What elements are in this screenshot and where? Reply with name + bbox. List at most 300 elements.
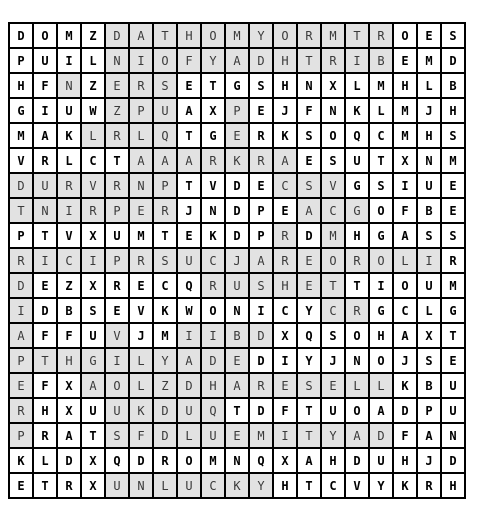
grid-letter-cell[interactable]: N [130,174,154,199]
grid-letter-cell[interactable]: O [370,199,394,224]
grid-letter-cell[interactable]: S [154,74,178,99]
grid-letter-cell[interactable]: A [58,424,82,449]
grid-letter-cell[interactable]: G [202,124,226,149]
grid-letter-cell[interactable]: I [394,174,418,199]
grid-letter-cell[interactable]: L [394,249,418,274]
grid-letter-cell[interactable]: Y [202,49,226,74]
grid-letter-cell[interactable]: U [322,399,346,424]
grid-letter-cell[interactable]: U [154,99,178,124]
grid-letter-cell[interactable]: I [34,249,58,274]
grid-letter-cell[interactable]: R [106,274,130,299]
grid-letter-cell[interactable]: C [394,299,418,324]
grid-letter-cell[interactable]: M [370,74,394,99]
grid-letter-cell[interactable]: Z [58,274,82,299]
grid-letter-cell[interactable]: R [130,249,154,274]
grid-letter-cell[interactable]: U [82,324,106,349]
grid-letter-cell[interactable]: Y [298,349,322,374]
grid-letter-cell[interactable]: S [442,124,466,149]
grid-letter-cell[interactable]: Y [298,299,322,324]
grid-letter-cell[interactable]: O [322,124,346,149]
grid-letter-cell[interactable]: N [322,99,346,124]
grid-letter-cell[interactable]: I [418,249,442,274]
grid-letter-cell[interactable]: Y [370,474,394,499]
grid-letter-cell[interactable]: K [394,474,418,499]
grid-letter-cell[interactable]: D [370,424,394,449]
grid-letter-cell[interactable]: I [106,349,130,374]
grid-letter-cell[interactable]: H [394,74,418,99]
grid-letter-cell[interactable]: P [250,199,274,224]
grid-letter-cell[interactable]: E [10,474,34,499]
grid-letter-cell[interactable]: Z [82,74,106,99]
grid-letter-cell[interactable]: C [202,474,226,499]
grid-letter-cell[interactable]: S [154,249,178,274]
grid-letter-cell[interactable]: L [130,124,154,149]
grid-letter-cell[interactable]: E [226,349,250,374]
grid-letter-cell[interactable]: L [34,449,58,474]
grid-letter-cell[interactable]: I [370,274,394,299]
grid-letter-cell[interactable]: O [202,24,226,49]
grid-letter-cell[interactable]: D [154,424,178,449]
grid-letter-cell[interactable]: O [370,249,394,274]
grid-letter-cell[interactable]: R [442,249,466,274]
grid-letter-cell[interactable]: Q [250,449,274,474]
grid-letter-cell[interactable]: M [442,149,466,174]
grid-letter-cell[interactable]: Q [202,399,226,424]
grid-letter-cell[interactable]: X [418,324,442,349]
grid-letter-cell[interactable]: P [154,174,178,199]
grid-letter-cell[interactable]: P [130,99,154,124]
grid-letter-cell[interactable]: T [34,349,58,374]
grid-letter-cell[interactable]: M [442,274,466,299]
grid-letter-cell[interactable]: E [130,274,154,299]
grid-letter-cell[interactable]: F [34,324,58,349]
grid-letter-cell[interactable]: T [154,24,178,49]
grid-letter-cell[interactable]: R [346,249,370,274]
grid-letter-cell[interactable]: Y [250,474,274,499]
grid-letter-cell[interactable]: S [298,374,322,399]
grid-letter-cell[interactable]: O [178,449,202,474]
grid-letter-cell[interactable]: N [58,74,82,99]
grid-letter-cell[interactable]: U [418,274,442,299]
grid-letter-cell[interactable]: R [10,399,34,424]
grid-letter-cell[interactable]: Y [322,424,346,449]
grid-letter-cell[interactable]: E [274,374,298,399]
grid-letter-cell[interactable]: X [82,474,106,499]
grid-letter-cell[interactable]: L [418,74,442,99]
grid-letter-cell[interactable]: V [82,174,106,199]
grid-letter-cell[interactable]: E [178,74,202,99]
grid-letter-cell[interactable]: S [322,324,346,349]
grid-letter-cell[interactable]: H [370,324,394,349]
grid-letter-cell[interactable]: N [346,349,370,374]
grid-letter-cell[interactable]: M [394,99,418,124]
grid-letter-cell[interactable]: S [322,149,346,174]
grid-letter-cell[interactable]: E [10,374,34,399]
grid-letter-cell[interactable]: L [346,74,370,99]
grid-letter-cell[interactable]: H [442,99,466,124]
grid-letter-cell[interactable]: S [370,174,394,199]
grid-letter-cell[interactable]: S [106,424,130,449]
grid-letter-cell[interactable]: W [178,299,202,324]
grid-letter-cell[interactable]: A [346,424,370,449]
grid-letter-cell[interactable]: K [202,224,226,249]
grid-letter-cell[interactable]: M [58,24,82,49]
grid-letter-cell[interactable]: V [346,474,370,499]
grid-letter-cell[interactable]: N [34,199,58,224]
grid-letter-cell[interactable]: A [418,424,442,449]
grid-letter-cell[interactable]: K [58,124,82,149]
grid-letter-cell[interactable]: O [34,24,58,49]
grid-letter-cell[interactable]: I [202,324,226,349]
grid-letter-cell[interactable]: J [394,349,418,374]
grid-letter-cell[interactable]: D [130,449,154,474]
grid-letter-cell[interactable]: L [370,374,394,399]
grid-letter-cell[interactable]: H [34,399,58,424]
grid-letter-cell[interactable]: P [226,99,250,124]
grid-letter-cell[interactable]: K [274,124,298,149]
grid-letter-cell[interactable]: U [226,274,250,299]
grid-letter-cell[interactable]: T [34,224,58,249]
grid-letter-cell[interactable]: L [82,49,106,74]
grid-letter-cell[interactable]: I [58,49,82,74]
grid-letter-cell[interactable]: L [130,349,154,374]
grid-letter-cell[interactable]: O [274,24,298,49]
grid-letter-cell[interactable]: B [418,199,442,224]
grid-letter-cell[interactable]: M [250,424,274,449]
grid-letter-cell[interactable]: M [394,124,418,149]
grid-letter-cell[interactable]: D [298,224,322,249]
grid-letter-cell[interactable]: B [370,49,394,74]
grid-letter-cell[interactable]: L [82,124,106,149]
grid-letter-cell[interactable]: M [322,24,346,49]
grid-letter-cell[interactable]: O [370,349,394,374]
grid-letter-cell[interactable]: J [178,199,202,224]
grid-letter-cell[interactable]: R [346,299,370,324]
grid-letter-cell[interactable]: Q [346,124,370,149]
grid-letter-cell[interactable]: H [178,24,202,49]
grid-letter-cell[interactable]: H [322,449,346,474]
grid-letter-cell[interactable]: U [106,474,130,499]
grid-letter-cell[interactable]: O [394,274,418,299]
grid-letter-cell[interactable]: T [370,149,394,174]
grid-letter-cell[interactable]: P [106,199,130,224]
grid-letter-cell[interactable]: H [418,124,442,149]
grid-letter-cell[interactable]: D [250,399,274,424]
grid-letter-cell[interactable]: V [106,324,130,349]
grid-letter-cell[interactable]: J [418,449,442,474]
grid-letter-cell[interactable]: C [202,249,226,274]
grid-letter-cell[interactable]: C [154,274,178,299]
grid-letter-cell[interactable]: N [106,49,130,74]
grid-letter-cell[interactable]: X [322,74,346,99]
grid-letter-cell[interactable]: P [250,224,274,249]
grid-letter-cell[interactable]: R [106,124,130,149]
grid-letter-cell[interactable]: G [346,174,370,199]
grid-letter-cell[interactable]: A [34,124,58,149]
grid-letter-cell[interactable]: R [34,424,58,449]
grid-letter-cell[interactable]: T [154,224,178,249]
grid-letter-cell[interactable]: H [346,224,370,249]
grid-letter-cell[interactable]: D [34,299,58,324]
grid-letter-cell[interactable]: F [34,74,58,99]
grid-letter-cell[interactable]: L [130,374,154,399]
grid-letter-cell[interactable]: D [154,399,178,424]
grid-letter-cell[interactable]: P [10,224,34,249]
grid-letter-cell[interactable]: A [394,324,418,349]
grid-letter-cell[interactable]: K [226,474,250,499]
grid-letter-cell[interactable]: D [442,49,466,74]
grid-letter-cell[interactable]: A [130,149,154,174]
grid-letter-cell[interactable]: E [394,49,418,74]
grid-letter-cell[interactable]: R [106,174,130,199]
grid-letter-cell[interactable]: A [226,49,250,74]
grid-letter-cell[interactable]: H [274,49,298,74]
grid-letter-cell[interactable]: U [58,99,82,124]
grid-letter-cell[interactable]: N [298,74,322,99]
grid-letter-cell[interactable]: F [394,424,418,449]
grid-letter-cell[interactable]: H [442,474,466,499]
grid-letter-cell[interactable]: J [274,99,298,124]
grid-letter-cell[interactable]: F [394,199,418,224]
grid-letter-cell[interactable]: R [154,199,178,224]
grid-letter-cell[interactable]: K [346,99,370,124]
grid-letter-cell[interactable]: I [58,199,82,224]
grid-letter-cell[interactable]: P [418,399,442,424]
grid-letter-cell[interactable]: C [370,124,394,149]
grid-letter-cell[interactable]: F [34,374,58,399]
grid-letter-cell[interactable]: M [418,49,442,74]
grid-letter-cell[interactable]: E [322,374,346,399]
grid-letter-cell[interactable]: D [226,224,250,249]
grid-letter-cell[interactable]: A [370,399,394,424]
grid-letter-cell[interactable]: X [58,399,82,424]
grid-letter-cell[interactable]: O [202,299,226,324]
grid-letter-cell[interactable]: R [250,124,274,149]
grid-letter-cell[interactable]: J [226,249,250,274]
grid-letter-cell[interactable]: S [442,224,466,249]
grid-letter-cell[interactable]: E [418,24,442,49]
grid-letter-cell[interactable]: M [10,124,34,149]
grid-letter-cell[interactable]: T [178,124,202,149]
grid-letter-cell[interactable]: I [178,324,202,349]
grid-letter-cell[interactable]: C [274,299,298,324]
grid-letter-cell[interactable]: V [130,299,154,324]
grid-letter-cell[interactable]: I [346,49,370,74]
grid-letter-cell[interactable]: U [442,374,466,399]
grid-letter-cell[interactable]: H [274,74,298,99]
grid-letter-cell[interactable]: V [10,149,34,174]
grid-letter-cell[interactable]: R [250,374,274,399]
grid-letter-cell[interactable]: A [394,224,418,249]
grid-letter-cell[interactable]: H [394,449,418,474]
grid-letter-cell[interactable]: C [274,174,298,199]
grid-letter-cell[interactable]: H [10,74,34,99]
grid-letter-cell[interactable]: L [154,474,178,499]
grid-letter-cell[interactable]: D [250,49,274,74]
grid-letter-cell[interactable]: S [250,274,274,299]
grid-letter-cell[interactable]: E [442,174,466,199]
grid-letter-cell[interactable]: E [250,99,274,124]
grid-letter-cell[interactable]: D [394,399,418,424]
grid-letter-cell[interactable]: R [250,149,274,174]
grid-letter-cell[interactable]: P [10,349,34,374]
grid-letter-cell[interactable]: R [82,199,106,224]
grid-letter-cell[interactable]: O [346,399,370,424]
grid-letter-cell[interactable]: R [274,249,298,274]
grid-letter-cell[interactable]: U [178,474,202,499]
grid-letter-cell[interactable]: E [130,199,154,224]
grid-letter-cell[interactable]: E [298,149,322,174]
grid-letter-cell[interactable]: R [154,449,178,474]
grid-letter-cell[interactable]: I [34,99,58,124]
grid-letter-cell[interactable]: C [82,149,106,174]
grid-letter-cell[interactable]: U [82,399,106,424]
grid-letter-cell[interactable]: D [226,174,250,199]
grid-letter-cell[interactable]: U [178,399,202,424]
grid-letter-cell[interactable]: A [250,249,274,274]
grid-letter-cell[interactable]: V [322,174,346,199]
grid-letter-cell[interactable]: X [202,99,226,124]
grid-letter-cell[interactable]: I [130,49,154,74]
grid-letter-cell[interactable]: S [82,299,106,324]
grid-letter-cell[interactable]: H [274,274,298,299]
grid-letter-cell[interactable]: T [34,474,58,499]
grid-letter-cell[interactable]: I [82,249,106,274]
grid-letter-cell[interactable]: K [130,399,154,424]
grid-letter-cell[interactable]: S [298,124,322,149]
grid-letter-cell[interactable]: P [10,424,34,449]
grid-letter-cell[interactable]: T [106,149,130,174]
grid-letter-cell[interactable]: S [418,349,442,374]
grid-letter-cell[interactable]: Q [298,324,322,349]
grid-letter-cell[interactable]: X [274,449,298,474]
grid-letter-cell[interactable]: E [298,274,322,299]
grid-letter-cell[interactable]: E [34,274,58,299]
grid-letter-cell[interactable]: L [418,299,442,324]
grid-letter-cell[interactable]: A [82,374,106,399]
grid-letter-cell[interactable]: E [442,349,466,374]
grid-letter-cell[interactable]: D [346,449,370,474]
grid-letter-cell[interactable]: D [106,24,130,49]
grid-letter-cell[interactable]: H [202,374,226,399]
grid-letter-cell[interactable]: U [34,174,58,199]
grid-letter-cell[interactable]: E [442,199,466,224]
grid-letter-cell[interactable]: T [298,399,322,424]
grid-letter-cell[interactable]: J [418,99,442,124]
grid-letter-cell[interactable]: M [322,224,346,249]
grid-letter-cell[interactable]: I [274,349,298,374]
grid-letter-cell[interactable]: T [178,174,202,199]
grid-letter-cell[interactable]: U [370,449,394,474]
grid-letter-cell[interactable]: C [322,299,346,324]
grid-letter-cell[interactable]: A [178,349,202,374]
grid-letter-cell[interactable]: T [10,199,34,224]
grid-letter-cell[interactable]: Q [106,449,130,474]
grid-letter-cell[interactable]: X [394,149,418,174]
grid-letter-cell[interactable]: R [34,149,58,174]
grid-letter-cell[interactable]: A [298,449,322,474]
grid-letter-cell[interactable]: T [202,74,226,99]
grid-letter-cell[interactable]: U [106,224,130,249]
grid-letter-cell[interactable]: N [130,474,154,499]
grid-letter-cell[interactable]: C [58,249,82,274]
grid-letter-cell[interactable]: U [418,174,442,199]
grid-letter-cell[interactable]: R [418,474,442,499]
grid-letter-cell[interactable]: E [226,124,250,149]
grid-letter-cell[interactable]: D [250,324,274,349]
grid-letter-cell[interactable]: U [202,424,226,449]
grid-letter-cell[interactable]: F [298,99,322,124]
grid-letter-cell[interactable]: J [322,349,346,374]
grid-letter-cell[interactable]: G [370,299,394,324]
grid-letter-cell[interactable]: A [10,324,34,349]
grid-letter-cell[interactable]: U [106,399,130,424]
grid-letter-cell[interactable]: D [10,24,34,49]
grid-letter-cell[interactable]: O [322,249,346,274]
grid-letter-cell[interactable]: D [178,374,202,399]
grid-letter-cell[interactable]: R [130,74,154,99]
grid-letter-cell[interactable]: D [58,449,82,474]
grid-letter-cell[interactable]: A [178,149,202,174]
grid-letter-cell[interactable]: E [226,424,250,449]
grid-letter-cell[interactable]: A [226,374,250,399]
grid-letter-cell[interactable]: M [202,449,226,474]
grid-letter-cell[interactable]: Q [178,274,202,299]
grid-letter-cell[interactable]: D [226,199,250,224]
grid-letter-cell[interactable]: D [442,449,466,474]
grid-letter-cell[interactable]: L [178,424,202,449]
grid-letter-cell[interactable]: S [442,24,466,49]
grid-letter-cell[interactable]: P [10,49,34,74]
grid-letter-cell[interactable]: B [58,299,82,324]
grid-letter-cell[interactable]: N [418,149,442,174]
grid-letter-cell[interactable]: G [82,349,106,374]
grid-letter-cell[interactable]: R [322,49,346,74]
grid-letter-cell[interactable]: C [322,199,346,224]
grid-letter-cell[interactable]: T [442,324,466,349]
grid-letter-cell[interactable]: S [418,224,442,249]
grid-letter-cell[interactable]: O [394,24,418,49]
grid-letter-cell[interactable]: G [226,74,250,99]
grid-letter-cell[interactable]: S [250,74,274,99]
grid-letter-cell[interactable]: A [178,99,202,124]
grid-letter-cell[interactable]: F [58,324,82,349]
grid-letter-cell[interactable]: Y [154,349,178,374]
grid-letter-cell[interactable]: L [370,99,394,124]
grid-letter-cell[interactable]: M [130,224,154,249]
grid-letter-cell[interactable]: K [226,149,250,174]
grid-letter-cell[interactable]: U [178,249,202,274]
grid-letter-cell[interactable]: G [370,224,394,249]
grid-letter-cell[interactable]: R [58,174,82,199]
grid-letter-cell[interactable]: R [298,24,322,49]
grid-letter-cell[interactable]: O [346,324,370,349]
grid-letter-cell[interactable]: D [202,349,226,374]
grid-letter-cell[interactable]: T [82,424,106,449]
grid-letter-cell[interactable]: O [106,374,130,399]
grid-letter-cell[interactable]: Y [250,24,274,49]
grid-letter-cell[interactable]: I [10,299,34,324]
grid-letter-cell[interactable]: R [202,274,226,299]
grid-letter-cell[interactable]: B [442,74,466,99]
grid-letter-cell[interactable]: D [250,349,274,374]
grid-letter-cell[interactable]: X [274,324,298,349]
grid-letter-cell[interactable]: Z [106,99,130,124]
grid-letter-cell[interactable]: T [298,474,322,499]
grid-letter-cell[interactable]: F [274,399,298,424]
grid-letter-cell[interactable]: E [178,224,202,249]
grid-letter-cell[interactable]: T [346,274,370,299]
